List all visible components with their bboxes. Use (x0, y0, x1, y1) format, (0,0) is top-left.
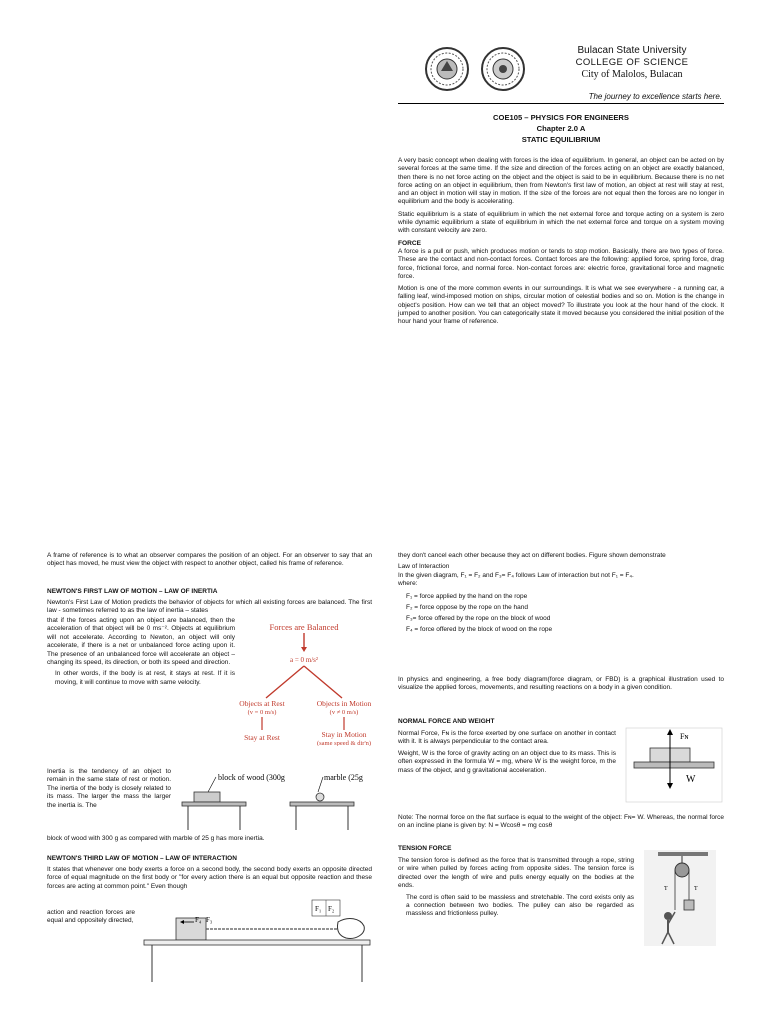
weight-label: W (686, 774, 696, 785)
chapter-title: Chapter 2.0 A (536, 124, 586, 133)
topic-title: STATIC EQUILIBRIUM (521, 135, 601, 144)
force-definitions (398, 591, 724, 635)
rest-label: Objects at Rest (239, 699, 285, 708)
motion-velocity: (v ≠ 0 m/s) (329, 709, 359, 716)
normal-force-paragraph: Normal Force, Fɴ is the force exerted by one surface on another in contact with it. It is always perpendicular to the contact area. (398, 730, 616, 746)
first-law-summary: In other words, if the body is at rest, it stays at rest. If it is moving, it will continue to move with same velocity. (55, 670, 235, 686)
equilibrium-paragraph: A very basic concept when dealing with forces is the idea of equilibrium. In general, an object can be acted on by several forces at the same time. If the size and direction of the forces acting on an object are exactly balanced, then there is no net force acting on the object and the object is said to be in equilibrium. Because there is no net force acting on an object in equilibrium, then from Newton's first law of motion, an object at rest will stay at rest, and an object in motion will stay in motion. If the size of the forces are not equal then the forces are no longer in equilibrium and the body is accelerating. (398, 157, 724, 206)
page2-right-top (398, 552, 724, 635)
third-law-heading: NEWTON'S THIRD LAW OF MOTION – LAW OF INTERACTION (47, 855, 237, 862)
first-law-paragraph: that if the forces acting upon an object are balanced, then the acceleration of that object will be 0 ms⁻². Objects at equilibrium will not accelerate. According to Newton, an object will only accelerate, if there is a net or unbalanced force acting upon it. The presence of an unbalanced force will accelerate an object – changing its speed, its direction, or both its speed and direction. (47, 617, 235, 667)
motion-label: Objects in Motion (316, 699, 372, 708)
f1-label: F₁ (315, 905, 322, 913)
force-definition: F₃= force offered by the rope on the block of wood (406, 614, 551, 622)
header-divider (398, 103, 724, 104)
college-name: COLLEGE OF SCIENCE (575, 57, 689, 68)
university-name-block (542, 45, 722, 81)
where-label: where: (398, 580, 418, 588)
stay-in-motion-note: (same speed & dir'n) (316, 740, 372, 746)
cord-paragraph: The cord is often said to be massless and stretchable. The cord exists only as a connection between two bodies. The pulley can also be regarded as massless and frictionless pulley. (406, 893, 634, 918)
balanced-acceleration: a = 0 m/s² (289, 656, 319, 664)
force-heading: FORCE (398, 239, 422, 247)
frame-of-reference-paragraph: A frame of reference is to what an observer compares the position of an object. For an observer to say that an object has moved, he must view the object with respect to another object, called his frame of reference. (47, 552, 372, 568)
force-paragraph: A force is a pull or push, which produces motion or tends to stop motion. Basically, there are two types of force. These are the contact and non-contact forces. Contact forces are the following: applied force, spring force, drag force, frictional force, and normal force. Non-contact forces are: electric force, gravitational force and magnetic force. (398, 247, 724, 280)
tension-pulley-diagram (644, 850, 716, 946)
normal-force-body (398, 730, 616, 778)
interaction-diagram (142, 898, 372, 984)
document-title (398, 112, 724, 145)
marble-label: marble (25g (324, 773, 363, 782)
stay-in-motion-label: Stay in Motion (321, 730, 367, 739)
f2-label: F₂ (328, 905, 335, 913)
f4-label: F₄ (195, 916, 202, 924)
course-title: COE105 – PHYSICS FOR ENGINEERS (493, 113, 629, 122)
inertia-paragraph: Inertia is the tendency of an object to remain in the same state of rest or motion. The inertia of the body is closely related to its mass. The larger the mass the larger the inertia is. The (47, 768, 171, 809)
f3-label: F₃ (206, 916, 213, 924)
stay-at-rest-label: Stay at Rest (244, 733, 280, 742)
tension-label: T (694, 886, 698, 892)
normal-force-diagram (624, 726, 724, 804)
interaction-intro: they don't cancel each other because they act on different bodies. Figure shown demonstrate (398, 552, 666, 559)
page1-body (398, 157, 724, 331)
inertia-tail: block of wood with 300 g as compared with marble of 25 g has more inertia. (47, 835, 265, 842)
rest-velocity: (v = 0 m/s) (247, 709, 277, 716)
free-body-diagram-paragraph: In physics and engineering, a free body diagram(force diagram, or FBD) is a graphical illustration used to visualize the applied forces, movements, and resulting reactions on a body in a given condition. (398, 676, 724, 692)
hand-icon (337, 919, 364, 939)
pulley-icon (675, 863, 689, 877)
tension-label: T (664, 886, 668, 892)
normal-force-heading: NORMAL FORCE AND WEIGHT (398, 718, 495, 725)
law-of-interaction-label: Law of Interaction (398, 563, 450, 571)
given-diagram-text: In the given diagram, F₁ = F₂ and F₃= F₄ follows Law of interaction but not F₁ = F₄. (398, 571, 634, 579)
third-law-continued: action and reaction forces are equal and oppositely directed, (47, 909, 135, 925)
university-seal-icon (424, 46, 470, 92)
first-law-heading: NEWTON'S FIRST LAW OF MOTION – LAW OF INERTIA (47, 588, 218, 595)
college-seal-icon (480, 46, 526, 92)
tension-force-body (398, 857, 634, 922)
force-definition: F₂ = force oppose by the rope on the hand (406, 603, 528, 611)
force-definition: F₁ = force applied by the hand on the rope (406, 592, 528, 600)
city-name: City of Malolos, Bulacan (581, 69, 683, 80)
normal-force-note: Note: The normal force on the flat surface is equal to the weight of the object: Fɴ= W. Whereas, the normal force on an incline plane is given by: N = Wcosθ = mg cosθ (398, 814, 724, 830)
inertia-diagram (178, 764, 374, 834)
first-law-body (47, 617, 235, 690)
block-label: block of wood (300g (218, 773, 285, 782)
normal-force-label: Fɴ (680, 732, 689, 741)
university-name: Bulacan State University (577, 45, 687, 56)
third-law-paragraph: It states that whenever one body exerts a force on a second body, the second body exerts an opposite directed force of equal magnitude on the first body or "for every action there is an equal but opposite reaction and these forces are acting at common point." Even though (47, 866, 372, 890)
balanced-title: Forces are Balanced (269, 622, 339, 632)
static-equilibrium-paragraph: Static equilibrium is a state of equilibrium in which the net external force and torque acting on a system is zero while dynamic equilibrium a state of equilibrium in which the net external force and torque on a system moving with constant velocity are zero. (398, 210, 724, 235)
motion-paragraph: Motion is one of the more common events in our surroundings. It is what we see everywhere - a running car, a falling leaf, wind-imposed motion on ships, circular motion of celestial bodies and so on. Motion is the change in object's position. How can we tell that an object moved? To illustrate you look at the hour hand of the clock. It jumped to another position. You can categorically state it moved because you considered the initial position of the hour hand your frame of reference. (398, 285, 724, 326)
motto: The journey to excellence starts here. (588, 92, 722, 101)
first-law-intro: Newton's First Law of Motion predicts the behavior of objects for which all existing forces are balanced. The first law - sometimes referred to as the law of inertia – states (47, 599, 372, 615)
tension-paragraph: The tension force is defined as the force that is transmitted through a rope, string or wire when pulled by forces acting from opposite sides. The tension force is directed over the length of wire and pulls energy equally on the bodies at the ends. (398, 857, 634, 890)
weight-paragraph: Weight, W is the force of gravity acting on an object due to its mass. This is often expressed in the formula W = mg, where W is the weight force, m the mass of the object, and g gravitational acceleration. (398, 749, 616, 774)
force-definition: F₄ = force offered by the block of wood on the rope (406, 625, 553, 633)
tension-force-heading: TENSION FORCE (398, 845, 452, 852)
balanced-forces-diagram (234, 620, 374, 746)
